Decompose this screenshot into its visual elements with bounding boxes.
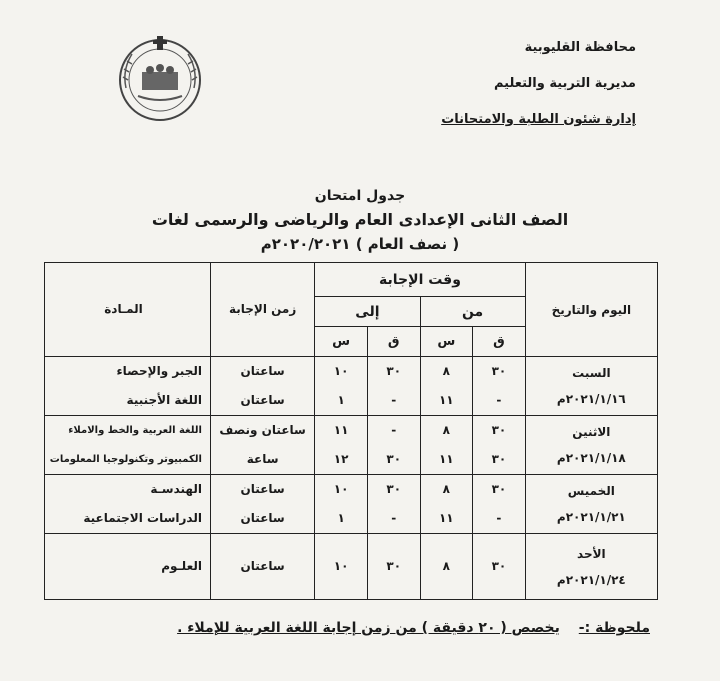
header-from-min: ق <box>473 327 526 357</box>
to-min: - <box>391 511 397 525</box>
day-date-cell <box>525 534 657 600</box>
day-name: الخميس <box>567 484 615 498</box>
header-from-hour: س <box>420 327 473 357</box>
header-to-hour: س <box>315 327 368 357</box>
grade-title: الصف الثانى الإعدادى العام والرياضى والرسمى لغات <box>151 210 569 229</box>
exam-date: ٢٠٢١/١/١٦م <box>556 392 626 406</box>
table-row <box>45 416 658 475</box>
exam-date: ٢٠٢١/١/٢١م <box>556 510 626 524</box>
duration: ساعتان <box>240 482 285 496</box>
note-label: ملحوظة :- <box>578 620 650 636</box>
note-line <box>90 620 650 636</box>
from-hour: ١١ <box>438 393 454 407</box>
from-min: ٣٠ <box>491 452 507 466</box>
duration: ساعتان <box>210 534 314 600</box>
from-min: ٣٠ <box>491 364 507 378</box>
exam-schedule-table <box>44 262 658 600</box>
from-hour: ٨ <box>420 534 473 600</box>
header-from: من <box>420 297 525 327</box>
table-row <box>45 475 658 534</box>
subject: العلـوم <box>45 534 211 600</box>
term-title: ( نصف العام ) ٢٠٢٠/٢٠٢١م <box>260 235 460 253</box>
title-block <box>150 184 570 256</box>
header-day-date: اليوم والتاريخ <box>525 263 657 357</box>
to-min: ٣٠ <box>367 534 420 600</box>
from-min: ٣٠ <box>473 534 526 600</box>
subject: الدراسات الاجتماعية <box>83 511 202 525</box>
to-min: ٣٠ <box>386 364 402 378</box>
from-min: - <box>496 511 502 525</box>
header-block <box>376 30 636 138</box>
from-min: ٣٠ <box>491 423 507 437</box>
to-hour: ١٠ <box>315 534 368 600</box>
subject: اللغة العربية والخط والاملاء <box>68 425 202 436</box>
to-min: - <box>391 423 397 437</box>
to-hour: ١٠ <box>333 364 349 378</box>
to-hour: ١٠ <box>333 482 349 496</box>
subject: الكمبيوتر وتكنولوجيا المعلومات <box>49 454 202 465</box>
day-date-cell <box>525 357 657 416</box>
duration: ساعة <box>246 452 279 466</box>
from-hour: ٨ <box>442 364 450 378</box>
duration: ساعتان <box>240 364 285 378</box>
header-to: إلى <box>315 297 420 327</box>
from-hour: ٨ <box>442 423 450 437</box>
from-min: - <box>496 393 502 407</box>
day-name: السبت <box>572 366 611 380</box>
exam-date: ٢٠٢١/١/١٨م <box>556 451 626 465</box>
department-name: إدارة شئون الطلبة والامتحانات <box>441 112 636 127</box>
table-row <box>45 534 658 600</box>
subject: الجبر والإحصاء <box>116 364 202 378</box>
day-date-cell <box>525 416 657 475</box>
to-hour: ١ <box>337 393 345 407</box>
day-date-cell <box>525 475 657 534</box>
governorate-seal-icon <box>112 30 208 126</box>
governorate-name: محافظة القليوبية <box>524 40 636 55</box>
note-text: يخصص ( ٢٠ دقيقة ) من زمن إجابة اللغة العربية للإملاء . <box>177 620 560 636</box>
header-to-min: ق <box>367 327 420 357</box>
from-hour: ١١ <box>438 511 454 525</box>
duration: ساعتان <box>240 393 285 407</box>
header-subject: المـادة <box>45 263 211 357</box>
from-hour: ٨ <box>442 482 450 496</box>
to-min: ٣٠ <box>386 482 402 496</box>
subject: اللغة الأجنبية <box>126 393 202 407</box>
subject: الهندسـة <box>150 482 202 496</box>
exam-schedule-title: جدول امتحان <box>314 188 406 204</box>
table-row <box>45 357 658 416</box>
duration: ساعتان <box>240 511 285 525</box>
directorate-name: مديرية التربية والتعليم <box>493 76 636 91</box>
to-hour: ١٢ <box>333 452 349 466</box>
duration: ساعتان ونصف <box>219 423 306 437</box>
header-answer-time: وقت الإجابة <box>315 263 525 297</box>
to-min: ٣٠ <box>386 452 402 466</box>
day-name: الأحد <box>577 546 606 561</box>
exam-date: ٢٠٢١/١/٢٤م <box>556 572 626 587</box>
from-min: ٣٠ <box>491 482 507 496</box>
to-min: - <box>391 393 397 407</box>
day-name: الاثنين <box>572 425 611 439</box>
to-hour: ١١ <box>333 423 349 437</box>
to-hour: ١ <box>337 511 345 525</box>
header-duration: زمن الإجابة <box>210 263 314 357</box>
from-hour: ١١ <box>438 452 454 466</box>
